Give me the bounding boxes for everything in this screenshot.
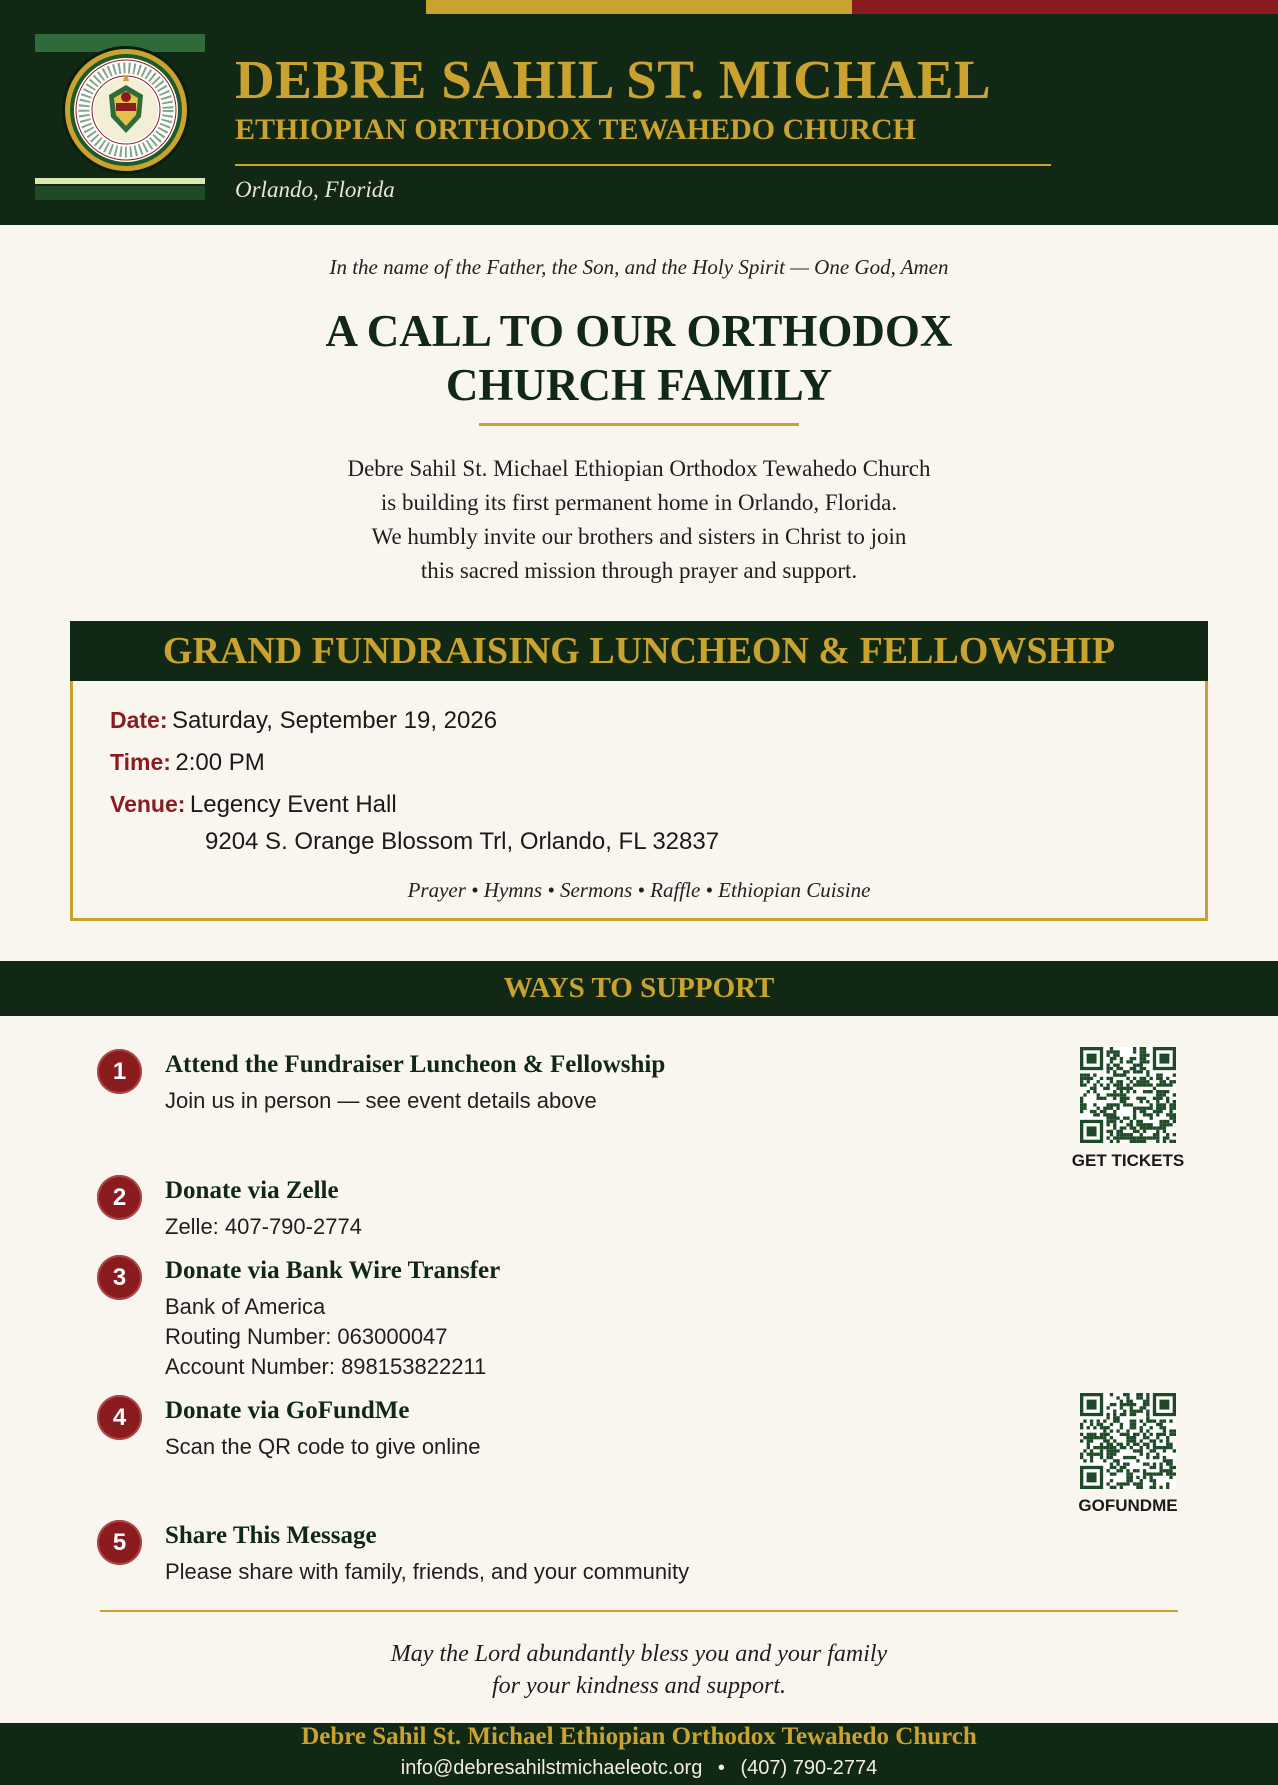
support-item-title: Share This Message: [165, 1522, 377, 1549]
closing-line: for your kindness and support.: [492, 1673, 786, 1699]
footer-phone[interactable]: (407) 790-2774: [740, 1757, 878, 1779]
title-divider: [479, 423, 799, 426]
event-venue: Legency Event Hall: [189, 791, 397, 818]
closing-blessing: [0, 1638, 1278, 1702]
step-number-badge: 3: [97, 1255, 142, 1300]
event-time: 2:00 PM: [175, 749, 265, 776]
church-name: DEBRE SAHIL ST. MICHAEL: [235, 49, 992, 110]
event-venue-label: Venue:: [110, 791, 186, 817]
church-city: Orlando, Florida: [235, 177, 395, 202]
support-item-title: Donate via Bank Wire Transfer: [165, 1257, 501, 1284]
title-line: CHURCH FAMILY: [445, 360, 833, 410]
logo-stripe: [35, 186, 205, 200]
footer-email[interactable]: info@debresahilstmichaeleotc.org: [400, 1757, 703, 1779]
church-subtitle: ETHIOPIAN ORTHODOX TEWAHEDO CHURCH: [235, 113, 916, 146]
footer-separator: •: [717, 1757, 725, 1779]
header-divider: [235, 164, 1051, 166]
support-item-text: Account Number: 898153822211: [165, 1354, 487, 1379]
support-item-text: Bank of America: [165, 1294, 326, 1319]
support-item-title: Donate via Zelle: [165, 1177, 339, 1204]
intro-line: Debre Sahil St. Michael Ethiopian Orthodox Tewahedo Church: [347, 456, 931, 481]
footer-contact: [0, 1754, 1278, 1782]
event-date-row: [110, 703, 497, 741]
support-item-text: Join us in person — see event details above: [165, 1088, 597, 1113]
accent-bar-red: [852, 0, 1278, 14]
step-number-badge: 5: [97, 1520, 142, 1565]
page-title: [0, 304, 1278, 412]
support-item-text: Zelle: 407-790-2774: [165, 1214, 362, 1239]
event-time-row: [110, 745, 265, 783]
church-seal-icon: [61, 45, 191, 175]
event-time-label: Time:: [110, 749, 171, 775]
intro-line: We humbly invite our brothers and sisters in Christ to join: [371, 524, 907, 549]
footer-church-name: Debre Sahil St. Michael Ethiopian Orthodox Tewahedo Church: [301, 1723, 977, 1750]
step-number-badge: 2: [97, 1175, 142, 1220]
blessing-text: In the name of the Father, the Son, and the Holy Spirit — One God, Amen: [329, 255, 949, 279]
support-item-text: Please share with family, friends, and your community: [165, 1559, 690, 1584]
step-number-badge: 1: [97, 1049, 142, 1094]
qr-tickets-label: GET TICKETS: [1071, 1151, 1185, 1170]
intro-line: is building its first permanent home in Orlando, Florida.: [380, 490, 898, 515]
support-item-text: Scan the QR code to give online: [165, 1434, 481, 1459]
qr-gofundme-label: GOFUNDME: [1078, 1496, 1178, 1515]
support-title: WAYS TO SUPPORT: [503, 972, 775, 1004]
accent-bar-gold: [426, 0, 852, 14]
event-date: Saturday, September 19, 2026: [171, 707, 498, 734]
closing-line: May the Lord abundantly bless you and your family: [390, 1641, 888, 1667]
qr-code-icon[interactable]: [1080, 1393, 1176, 1489]
logo-stripe: [35, 178, 205, 184]
event-date-label: Date:: [110, 707, 168, 733]
event-venue-row: [110, 787, 397, 825]
support-item-title: Attend the Fundraiser Luncheon & Fellowship: [165, 1051, 666, 1078]
closing-divider: [100, 1610, 1178, 1612]
title-line: A CALL TO OUR ORTHODOX: [325, 306, 953, 356]
support-item-title: Donate via GoFundMe: [165, 1397, 410, 1424]
intro-paragraph: [0, 452, 1278, 588]
event-activities: Prayer • Hymns • Sermons • Raffle • Ethiopian Cuisine: [407, 878, 871, 902]
qr-code-icon[interactable]: [1080, 1047, 1176, 1143]
step-number-badge: 4: [97, 1395, 142, 1440]
event-address: 9204 S. Orange Blossom Trl, Orlando, FL 32837: [205, 828, 720, 855]
intro-line: this sacred mission through prayer and support.: [420, 558, 858, 583]
support-item-text: Routing Number: 063000047: [165, 1324, 448, 1349]
event-title: GRAND FUNDRAISING LUNCHEON & FELLOWSHIP: [162, 630, 1116, 672]
